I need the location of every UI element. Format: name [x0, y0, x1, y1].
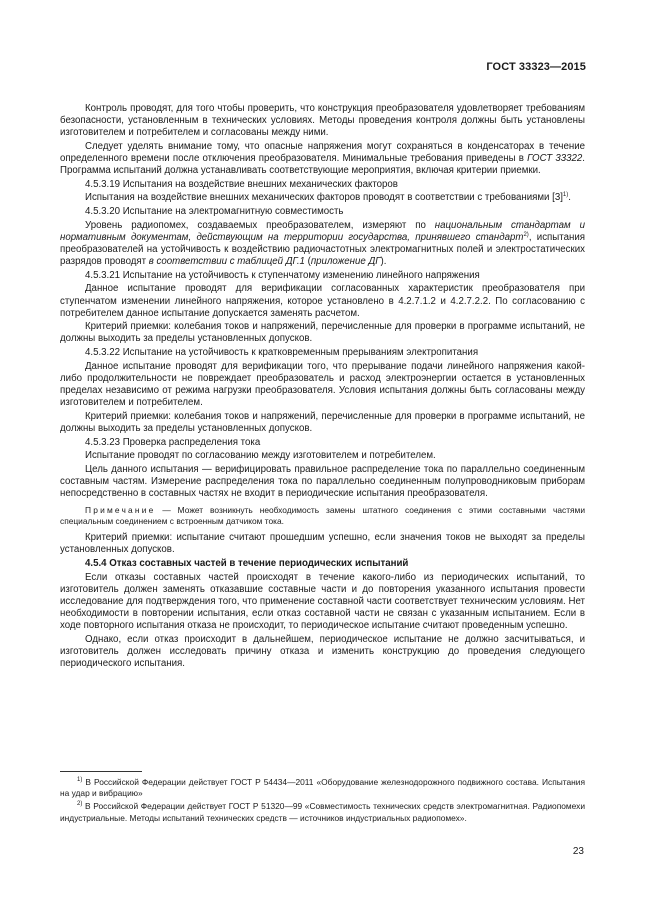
text-run: . — [568, 192, 571, 204]
table-reference: в соответствии с таблицей ДГ.1 — [148, 256, 305, 268]
section-heading-4-5-3-19: 4.5.3.19 Испытания на воздействие внешних механических факторов — [85, 178, 398, 190]
note — [60, 505, 585, 527]
paragraph: Контроль проводят, для того чтобы проверить, что конструкция преобразователя удовлетворяет требованиям безопасности, установленным в технических условиях. Методы проведения контроля должны быть установлены изготовителем и потребителем и согласованы между ними. — [60, 103, 585, 139]
text-run: Испытания на воздействие внешних механических факторов проводят в соответствии с требованиями [3] — [85, 192, 563, 204]
footnote-marker: 1) — [77, 777, 83, 783]
section-heading-4-5-3-20: 4.5.3.20 Испытание на электромагнитную совместимость — [85, 206, 344, 218]
note-label: Примечание — [85, 505, 156, 516]
text-run: Уровень радиопомех, создаваемых преобразователем, измеряют по — [85, 219, 435, 231]
document-code-header: ГОСТ 33323—2015 — [486, 61, 586, 73]
section-heading-4-5-3-22: 4.5.3.22 Испытание на устойчивость к кратковременным прерываниям электропитания — [85, 347, 479, 359]
page-number: 23 — [572, 846, 584, 857]
paragraph: Критерий приемки: испытание считают прошедшим успешно, если значения токов не выходят за пределы установленных допусков. — [60, 532, 585, 556]
footnote-divider — [60, 771, 142, 772]
section-heading-4-5-3-23: 4.5.3.23 Проверка распределения тока — [85, 436, 261, 448]
appendix-reference: приложение ДГ — [310, 256, 381, 268]
paragraph: Испытание проводят по согласованию между изготовителем и потребителем. — [85, 450, 436, 462]
text-run: ( — [304, 256, 311, 268]
paragraph: Критерий приемки: колебания токов и напряжений, перечисленные для проверки в программе испытаний, не должны выходить за пределы установленных допусков. — [60, 321, 585, 345]
footnote-2 — [60, 801, 585, 823]
paragraph: Данное испытание проводят для верификации согласованных характеристик преобразователя при ступенчатом изменении линейного напряжения, которое установлено в 4.2.7.1.2 и 4.2.7.2.2. По согласованию с потребителем данное испытание допускается заменять расчетом. — [60, 283, 585, 319]
section-heading-4-5-3-21: 4.5.3.21 Испытание на устойчивость к ступенчатому изменению линейного напряжения — [85, 269, 480, 281]
paragraph — [60, 141, 585, 177]
text-run: Следует уделять внимание тому, что опасные напряжения могут сохраняться в конденсаторах в течение определенного времени после отключения преобразователя. Минимальные требования приведены в — [60, 140, 585, 164]
footnote-text: В Российской Федерации действует ГОСТ Р 54434—2011 «Оборудование железнодорожного подвижного состава. Испытания на удар и вибрацию» — [60, 777, 585, 799]
paragraph — [60, 192, 585, 204]
document-body — [60, 103, 585, 670]
text-run: ). — [380, 256, 387, 268]
footnotes — [60, 777, 585, 826]
paragraph: Если отказы составных частей происходят в течение какого-либо из периодических испытаний, то изготовитель должен заменять отказавшие составные части и до повторения указанного испытания провести исследование для подтверждения того, что применение составной части соответствует техническим условиям. Нет необходимости в повторении испытания, если отказ составной части не связан с указанным испытанием. Если в ходе повторного испытания отказа не происходит, то периодическое испытание считают проведенным успешно. — [60, 571, 585, 631]
footnote-1 — [60, 777, 585, 799]
paragraph — [60, 220, 585, 268]
footnote-marker: 2) — [77, 801, 83, 808]
footnote-ref-2: 2) — [523, 231, 529, 238]
paragraph: Данное испытание проводят для верификации того, что прерывание подачи линейного напряжения какой-либо продолжительности не повреждает преобразователь и расход электроэнергии остается в установленных пределах независимо от режима нагрузки преобразователя. Условия испытания должны быть согласованы между изготовителем и потребителем. — [60, 360, 585, 409]
italic-text: национальным стандартам и нормативным документам, действующим на территории государства, принявшего стандарт — [60, 219, 585, 243]
text-run: , испытания преобразователей на устойчивость к воздействию радиочастотных электромагнитных полей и электростатических разрядов проводят — [60, 231, 585, 268]
paragraph: Цель данного испытания — верифицировать правильное распределение тока по параллельно соединенным составным частям. Измерение распределения тока по параллельно соединенным полупроводниковым приборам непосредственно в составных частях не входит в периодические испытания преобразователя. — [60, 463, 585, 500]
section-heading-4-5-4: 4.5.4 Отказ составных частей в течение периодических испытаний — [85, 557, 409, 569]
text-run: . Программа испытаний должна устанавливать соответствующие мероприятия, включая критерии приемки. — [60, 152, 585, 177]
footnote-ref-1: 1) — [562, 192, 569, 199]
standard-reference: ГОСТ 33322 — [527, 152, 583, 164]
footnote-text: В Российской Федерации действует ГОСТ Р 51320—99 «Совместимость технических средств электромагнитная. Радиопомехи индустриальные. Методы испытаний технических средств — источников индустриальных радиопомех». — [60, 801, 585, 823]
paragraph: Однако, если отказ происходит в дальнейшем, периодическое испытание не должно засчитываться, и изготовитель должен исследовать причину отказа и изменить конструкцию до проведения следующего периодического испытания. — [60, 633, 585, 669]
paragraph: Критерий приемки: колебания токов и напряжений, перечисленные для проверки в программе испытаний, не должны выходить за пределы установленных допусков. — [60, 410, 585, 434]
note-text: — Может возникнуть необходимость замены штатного соединения с этими составными частями специальным соединением с встроенным датчиком тока. — [60, 505, 585, 527]
